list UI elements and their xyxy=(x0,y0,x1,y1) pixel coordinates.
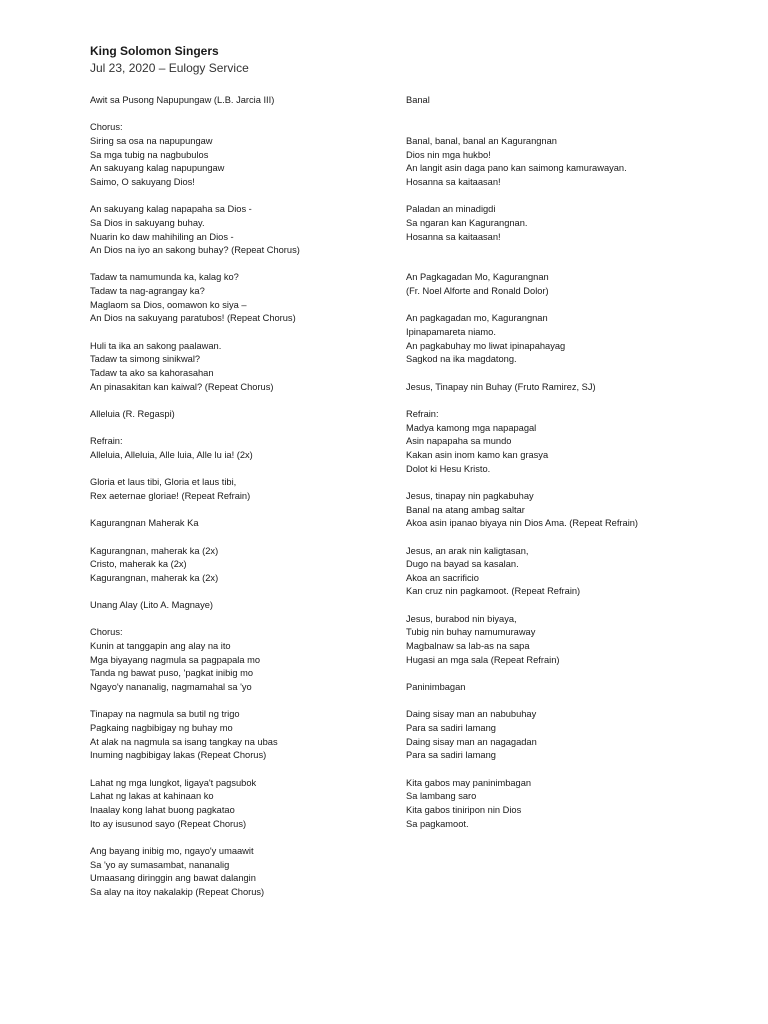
lyric-line: Sa lambang saro xyxy=(406,791,477,802)
verse xyxy=(406,203,736,244)
page-header xyxy=(90,44,249,76)
lyric-line: Saimo, O sakuyang Dios! xyxy=(90,176,195,187)
lyric-line: Sa 'yo ay sumasambat, nananalig xyxy=(90,859,230,870)
lyric-line: Para sa sadiri lamang xyxy=(406,722,496,733)
verse xyxy=(406,135,736,190)
lyric-line: An sakuyang kalag napapaha sa Dios - xyxy=(90,204,252,215)
lyric-line: Rex aeternae gloriae! (Repeat Refrain) xyxy=(90,490,251,501)
verse xyxy=(90,545,390,586)
song-title: Banal xyxy=(406,95,430,105)
song-title: Jesus, Tinapay nin Buhay (Fruto Ramirez, SJ) xyxy=(406,381,596,392)
lyric-line: Sa mga tubig na nagbubulos xyxy=(90,149,209,160)
lyric-line: Lahat ng lakas at kahinaan ko xyxy=(90,791,214,802)
lyric-line: Sagkod na ika magdatong. xyxy=(406,354,517,365)
lyric-line: Banal, banal, banal an Kagurangnan xyxy=(406,135,557,146)
chorus-label: Chorus: xyxy=(90,122,123,133)
lyric-line: An Dios na sakuyang paratubos! (Repeat Chorus) xyxy=(90,313,296,324)
verse xyxy=(90,640,390,695)
lyric-line: Akoa asin ipanao biyaya nin Dios Ama. (Repeat Refrain) xyxy=(406,518,639,529)
lyric-line: Ipinapamareta niamo. xyxy=(406,327,496,338)
song-title: Alleluia (R. Regaspi) xyxy=(90,409,175,420)
verse xyxy=(406,708,736,763)
lyric-line: An Dios na iyo an sakong buhay? (Repeat Chorus) xyxy=(90,245,300,256)
lyric-line: Tadaw ta simong sinikwal? xyxy=(90,354,201,365)
lyric-line: Jesus, an arak nin kaligtasan, xyxy=(406,545,529,556)
lyric-line: Ang bayang inibig mo, ngayo'y umaawit xyxy=(90,845,254,856)
lyric-line: Ngayo'y nananalig, nagmamahal sa 'yo xyxy=(90,682,252,693)
lyric-line: Madya kamong mga napapagal xyxy=(406,422,537,433)
lyric-line: Paladan an minadigdi xyxy=(406,204,496,215)
lyric-line: Jesus, tinapay nin pagkabuhay xyxy=(406,490,534,501)
lyric-line: An pagkagadan mo, Kagurangnan xyxy=(406,313,548,324)
refrain-label: Refrain: xyxy=(406,408,439,419)
verse xyxy=(406,613,736,668)
lyric-line: Akoa an sacrificio xyxy=(406,572,479,583)
verse xyxy=(90,845,390,900)
verse xyxy=(406,777,736,832)
lyric-line: Kan cruz nin pagkamoot. (Repeat Refrain) xyxy=(406,586,581,597)
lyric-line: Lahat ng mga lungkot, ligaya't pagsubok xyxy=(90,777,257,788)
lyric-line: Hugasi an mga sala (Repeat Refrain) xyxy=(406,654,560,665)
lyric-line: Dios nin mga hukbo! xyxy=(406,149,491,160)
lyric-line: Siring sa osa na napupungaw xyxy=(90,135,213,146)
lyric-line: Tubig nin buhay namumuraway xyxy=(406,627,536,638)
lyric-line: Tadaw ta nag-agrangay ka? xyxy=(90,286,205,297)
lyric-line: Cristo, maherak ka (2x) xyxy=(90,559,187,570)
lyric-line: Jesus, burabod nin biyaya, xyxy=(406,613,517,624)
lyric-line: An pinasakitan kan kaiwal? (Repeat Chorus) xyxy=(90,381,274,392)
lyric-line: Hosanna sa kaitaasan! xyxy=(406,176,501,187)
lyric-line: Sa alay na itoy nakalakip (Repeat Chorus) xyxy=(90,886,265,897)
lyric-line: Ito ay isusunod sayo (Repeat Chorus) xyxy=(90,818,247,829)
verse xyxy=(90,777,390,832)
lyric-line: An pagkabuhay mo liwat ipinapahayag xyxy=(406,340,566,351)
lyric-line: Banal na atang ambag saltar xyxy=(406,504,525,515)
lyric-line: Kagurangnan, maherak ka (2x) xyxy=(90,572,219,583)
song-an-pagkagadan-mo xyxy=(406,271,736,367)
lyric-line: Kakan asin inom kamo kan grasya xyxy=(406,449,549,460)
song-alleluia xyxy=(90,408,390,504)
lyric-line: Kunin at tanggapin ang alay na ito xyxy=(90,641,231,652)
lyric-line: Umaasang diringgin ang bawat dalangin xyxy=(90,873,256,884)
lyric-line: Pagkaing nagbibigay ng buhay mo xyxy=(90,723,233,733)
song-title: Kagurangnan Maherak Ka xyxy=(90,518,199,529)
lyric-line: Sa pagkamoot. xyxy=(406,818,469,829)
right-column xyxy=(406,94,736,831)
lyric-line: An langit asin daga pano kan saimong kamurawayan. xyxy=(406,163,627,174)
event-line: Jul 23, 2020 – Eulogy Service xyxy=(90,61,249,75)
song-paninimbagan xyxy=(406,681,736,831)
lyric-line: Magbalnaw sa lab-as na sapa xyxy=(406,641,530,652)
lyric-line: Gloria et laus tibi, Gloria et laus tibi, xyxy=(90,477,237,488)
song-composers: (Fr. Noel Alforte and Ronald Dolor) xyxy=(406,286,549,297)
lyric-line: At alak na nagmula sa isang tangkay na ubas xyxy=(90,736,278,747)
verse xyxy=(406,422,736,477)
song-title: Awit sa Pusong Napupungaw (L.B. Jarcia III) xyxy=(90,95,275,105)
lyric-line: Sa Dios in sakuyang buhay. xyxy=(90,217,205,228)
song-jesus-tinapay-nin-buhay xyxy=(406,381,736,668)
lyric-line: Inaalay kong lahat buong pagkatao xyxy=(90,804,235,815)
song-title: An Pagkagadan Mo, Kagurangnan xyxy=(406,272,549,283)
verse xyxy=(90,340,390,395)
lyric-line: Alleluia, Alleluia, Alle luia, Alle lu ia! (2x) xyxy=(90,449,253,460)
lyric-line: An sakuyang kalag napupungaw xyxy=(90,163,225,174)
lyric-line: Tadaw ta ako sa kahorasahan xyxy=(90,368,214,379)
song-banal xyxy=(406,94,736,244)
left-column xyxy=(90,94,390,900)
lyric-line: Tadaw ta namumunda ka, kalag ko? xyxy=(90,272,239,283)
verse xyxy=(406,490,736,531)
lyric-line: Tinapay na nagmula sa butil ng trigo xyxy=(90,709,240,720)
choir-name: King Solomon Singers xyxy=(90,44,219,58)
verse xyxy=(90,271,390,326)
verse xyxy=(90,708,390,763)
lyric-line: Asin napapaha sa mundo xyxy=(406,436,512,447)
lyric-line: Inuming nagbibigay lakas (Repeat Chorus) xyxy=(90,750,267,761)
lyric-line: Tanda ng bawat puso, 'pagkat inibig mo xyxy=(90,668,254,679)
lyric-line: Nuarin ko daw mahihiling an Dios - xyxy=(90,231,234,242)
lyric-line: Dugo na bayad sa kasalan. xyxy=(406,559,519,570)
lyric-line: Dolot ki Hesu Kristo. xyxy=(406,463,491,474)
verse xyxy=(406,545,736,600)
lyric-line: Daing sisay man an nagagadan xyxy=(406,736,537,747)
lyric-line: Kagurangnan, maherak ka (2x) xyxy=(90,545,219,556)
verse xyxy=(90,476,390,503)
lyric-line: Kita gabos may paninimbagan xyxy=(406,777,532,788)
refrain-label: Refrain: xyxy=(90,436,123,447)
lyric-line: Kita gabos tiniripon nin Dios xyxy=(406,804,522,815)
song-kagurangnan-maherak-ka xyxy=(90,517,390,585)
lyric-line: Maglaom sa Dios, oomawon ko siya – xyxy=(90,299,247,310)
lyric-line: Para sa sadiri lamang xyxy=(406,750,496,761)
song-title: Paninimbagan xyxy=(406,682,466,693)
lyric-line: Sa ngaran kan Kagurangnan. xyxy=(406,217,528,228)
song-awit-sa-pusong-napupungaw xyxy=(90,94,390,394)
lyric-line: Hosanna sa kaitaasan! xyxy=(406,231,501,242)
verse xyxy=(90,203,390,258)
verse xyxy=(406,312,736,367)
verse xyxy=(90,449,390,463)
lyric-line: Mga biyayang nagmula sa pagpapala mo xyxy=(90,654,261,665)
lyric-line: Huli ta ika an sakong paalawan. xyxy=(90,340,222,351)
song-title: Unang Alay (Lito A. Magnaye) xyxy=(90,600,213,611)
chorus-label: Chorus: xyxy=(90,627,123,638)
song-unang-alay xyxy=(90,599,390,899)
lyric-line: Daing sisay man an nabubuhay xyxy=(406,709,537,720)
verse xyxy=(90,135,390,190)
